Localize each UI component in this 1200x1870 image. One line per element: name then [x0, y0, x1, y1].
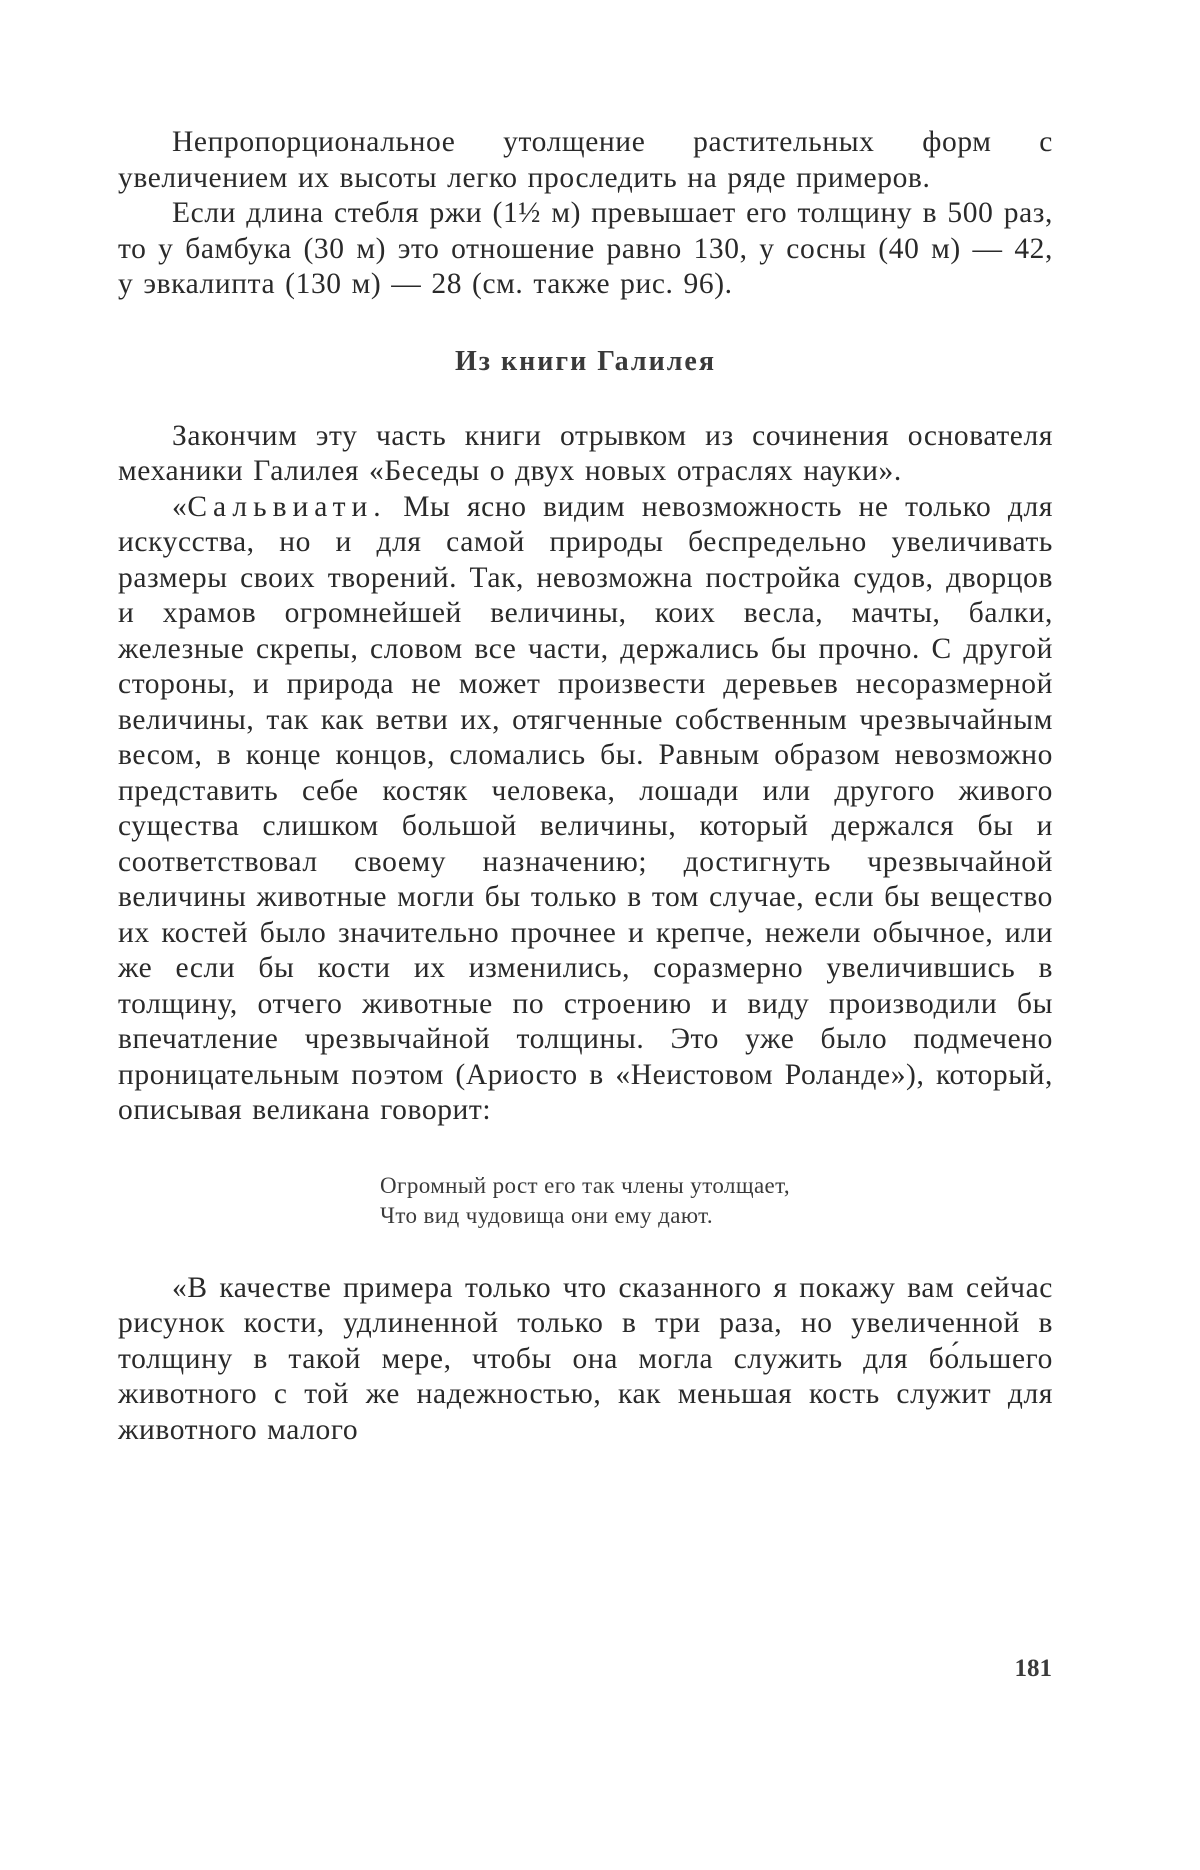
paragraph-intro: Непропорциональное утолщение растительных форм с увеличением их высоты легко проследить на ряде примеров. — [118, 126, 1053, 194]
poem-line: Огромный рост его так члены утолщает, — [380, 1172, 791, 1198]
page-number: 181 — [1014, 1655, 1052, 1682]
quote-body: Мы ясно видим невозможность не только для искусства, но и для самой природы беспредельно увеличивать размеры своих творений. Так, невозможна постройка судов, дворцов и храмов огромнейшей величины, коих весла, мачты, балки, железные скрепы, словом все части, держались бы прочно. С другой стороны, и природа не может произвести деревьев несоразмерной величины, так как ветви их, отягченные собственным чрезвычайным весом, в конце концов, сломались бы. Равным образом невозможно представить себе костяк человека, лошади или другого живого существа слишком большой величины, который держался бы и соответствовал своему назначению; достигнуть чрезвычайной величины животные могли бы только в том случае, если бы вещество их костей было значительно прочнее и крепче, нежели обычное, или же если бы кости их изменились, соразмерно увеличившись в толщину, отчего животные по строению и виду производили бы впечатление чрезвычайной толщины. Это уже было подмечено проницательным поэтом (Ариосто в «Неистовом Роланде»), который, описывая великана говорит: — [118, 490, 1053, 1126]
paragraph-bone-example: «В качестве примера только что сказанного я покажу вам сейчас рисунок кости, удлиненной только в три раза, но увеличенной в толщину в такой мере, чтобы она могла служить для бо́льшего животного с той же надежностью, как меньшая кость служит для животного малого — [118, 1271, 1053, 1446]
section-heading: Из книги Галилея — [454, 345, 716, 377]
book-page — [118, 125, 1053, 1448]
paragraph-salviati-quote — [118, 490, 1053, 1129]
quote-open-mark: « — [172, 490, 188, 523]
poem-quote — [380, 1171, 1053, 1231]
speaker-name: Сальвиати. — [187, 490, 387, 523]
paragraph-plant-ratios: Если длина стебля ржи (1½ м) превышает его толщину в 500 раз, то у бамбука (30 м) это отношение равно 130, у сосны (40 м) — 42, у эвкалипта (130 м) — 28 (см. также рис. 96). — [118, 197, 1053, 300]
poem-line: Что вид чудовища они ему дают. — [380, 1202, 713, 1228]
paragraph-galileo-intro: Закончим эту часть книги отрывком из сочинения основателя механики Галилея «Беседы о двух новых отраслях науки». — [118, 419, 1053, 487]
